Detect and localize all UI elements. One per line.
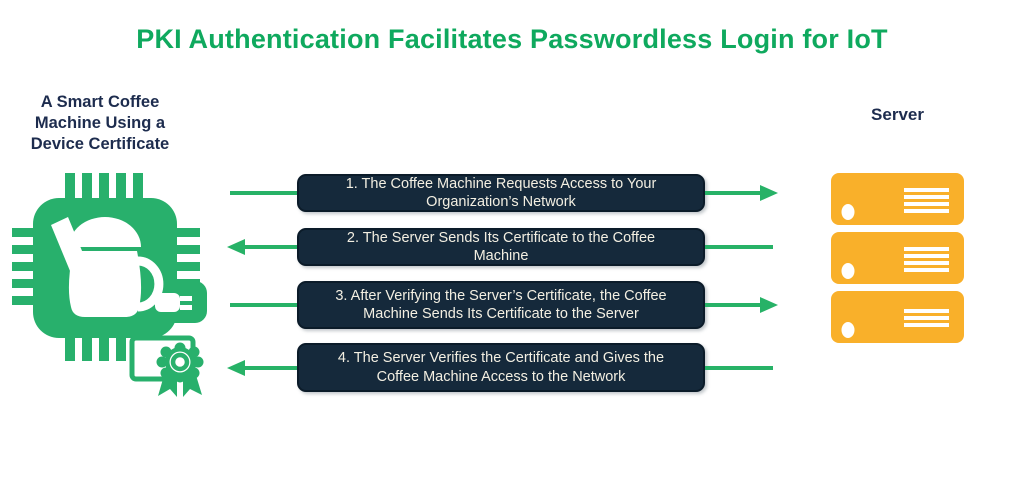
arrow-right-icon <box>760 185 778 201</box>
page-title: PKI Authentication Facilitates Passwordless Login for IoT <box>136 24 888 54</box>
step-2-line: 2. The Server Sends Its Certificate to the Coffee <box>346 229 656 246</box>
step-2-box <box>297 228 705 266</box>
arrow-left-icon <box>227 239 245 255</box>
arrow-line <box>245 366 297 370</box>
arrow-line <box>705 303 760 307</box>
step-1-text <box>338 173 665 213</box>
arrow-line <box>230 191 297 195</box>
step-3-line: Machine Sends Its Certificate to the Server <box>363 306 639 322</box>
coffee-machine-chip-icon <box>5 165 215 405</box>
coffee-machine-label-line: A Smart Coffee <box>40 93 160 111</box>
step-4-box <box>297 343 705 392</box>
step-3-text <box>327 285 674 325</box>
step-1-line: 1. The Coffee Machine Requests Access to Your <box>345 175 657 192</box>
server-label: Server <box>871 105 924 124</box>
step-1-box <box>297 174 705 212</box>
step-4-line: Coffee Machine Access to the Network <box>376 368 626 385</box>
server-rack <box>831 232 964 284</box>
coffee-machine-label <box>8 92 192 155</box>
server-rack-icon <box>830 173 965 345</box>
arrow-line <box>705 191 760 195</box>
step-2-line: Machine <box>473 248 529 264</box>
step-2-text <box>339 227 663 267</box>
certificate-seal-icon <box>132 338 204 397</box>
coffee-machine-label-line: Machine Using a <box>34 114 166 133</box>
arrow-line <box>705 245 773 249</box>
server-rack <box>831 291 964 343</box>
coffee-machine-label-line: Device Certificate <box>30 135 170 154</box>
arrow-line <box>230 303 297 307</box>
arrow-line <box>705 366 773 370</box>
step-4-line: 4. The Server Verifies the Certificate and Gives the <box>337 350 665 367</box>
server-rack <box>831 173 964 225</box>
arrow-right-icon <box>760 297 778 313</box>
arrow-line <box>245 245 297 249</box>
step-1-line: Organization’s Network <box>426 194 576 210</box>
step-3-line: 3. After Verifying the Server’s Certificate, the Coffee <box>335 287 667 304</box>
step-4-text <box>330 347 672 387</box>
arrow-left-icon <box>227 360 245 376</box>
step-3-box <box>297 281 705 329</box>
